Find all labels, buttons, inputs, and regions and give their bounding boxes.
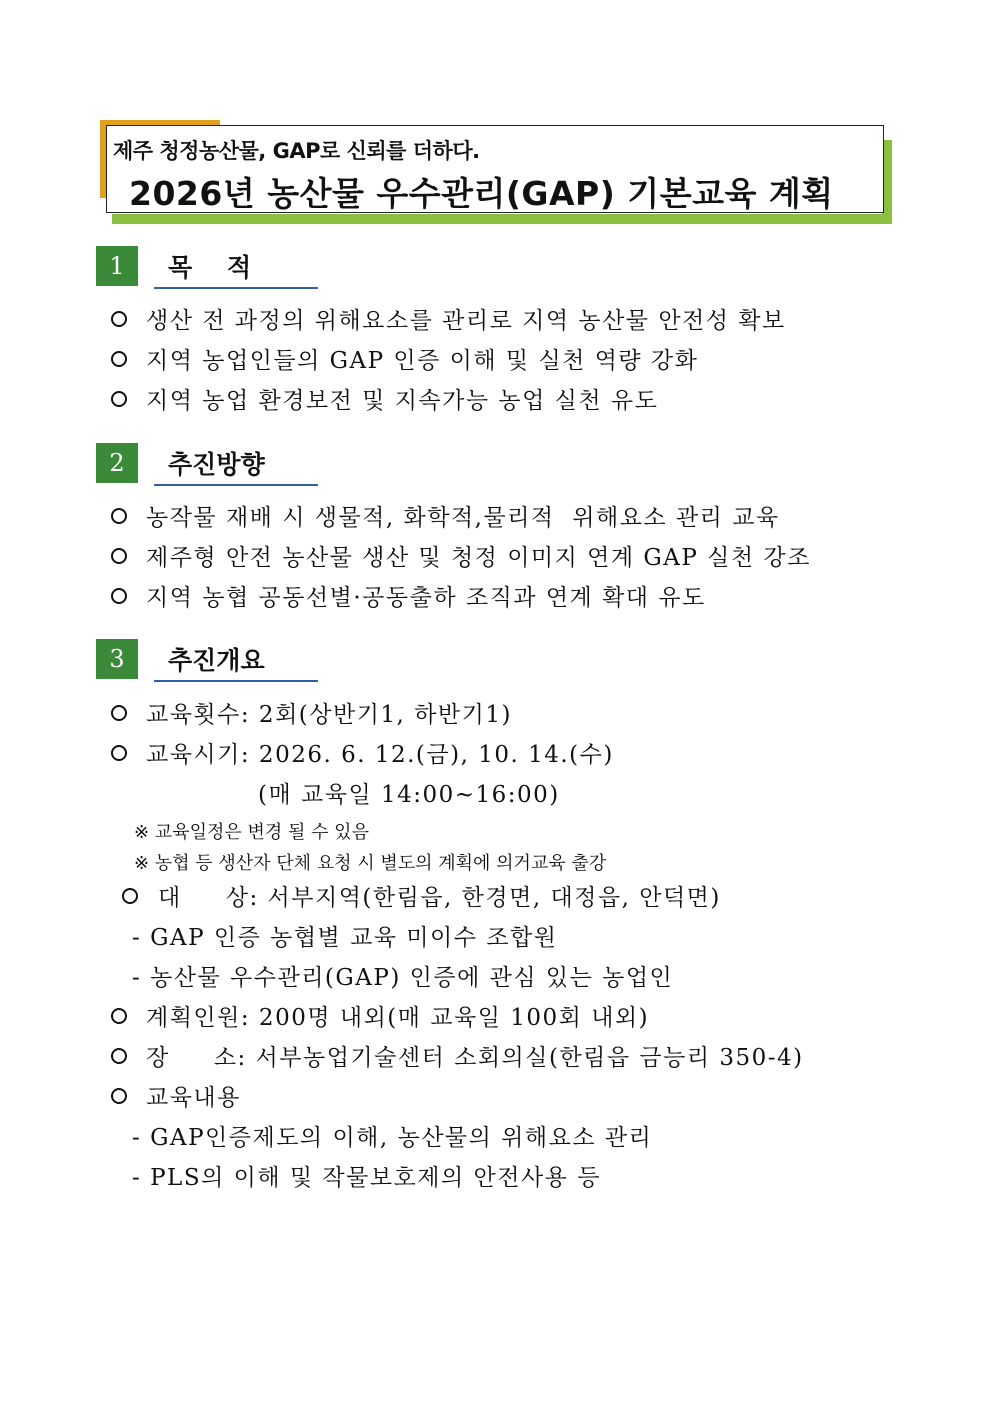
section-title: 목 적: [168, 253, 252, 282]
list-item: 생산 전 과정의 위해요소를 관리로 지역 농산물 안전성 확보: [146, 308, 786, 334]
circle-bullet-icon: [111, 391, 127, 407]
note-line: ※ 교육일정은 변경 될 수 있음: [134, 822, 369, 843]
note-line: ※ 농협 등 생산자 단체 요청 시 별도의 계획에 의거교육 출강: [134, 853, 607, 874]
circle-bullet-icon: [111, 705, 127, 721]
section-underline: [154, 484, 318, 486]
circle-bullet-icon: [111, 351, 127, 367]
circle-bullet-icon: [111, 311, 127, 327]
title-frame: [106, 125, 884, 213]
circle-bullet-icon: [111, 1008, 127, 1024]
section-underline: [154, 287, 318, 289]
list-item-continuation: (매 교육일 14:00~16:00): [258, 782, 560, 808]
list-item: 대 상: 서부지역(한림읍, 한경면, 대정읍, 안덕면): [158, 885, 721, 911]
sub-item: - GAP인증제도의 이해, 농산물의 위해요소 관리: [132, 1125, 653, 1151]
circle-bullet-icon: [111, 745, 127, 761]
list-item: 계획인원: 200명 내외(매 교육일 100회 내외): [146, 1005, 650, 1031]
title-accent-bottom: [112, 214, 892, 224]
circle-bullet-icon: [111, 1088, 127, 1104]
circle-bullet-icon: [111, 588, 127, 604]
list-item: 지역 농업인들의 GAP 인증 이해 및 실천 역량 강화: [146, 348, 699, 374]
title-box: [100, 120, 892, 224]
section-number: 3: [96, 639, 138, 679]
list-item: 장 소: 서부농업기술센터 소회의실(한림읍 금능리 350-4): [146, 1045, 804, 1071]
section-number: 2: [96, 443, 138, 483]
circle-bullet-icon: [111, 1048, 127, 1064]
circle-bullet-icon: [111, 548, 127, 564]
section-title: 추진개요: [168, 646, 265, 675]
section-title: 추진방향: [168, 450, 265, 479]
sub-item: - PLS의 이해 및 작물보호제의 안전사용 등: [132, 1165, 601, 1191]
section-underline: [154, 680, 318, 682]
document-subtitle: 제주 청정농산물, GAP로 신뢰를 더하다.: [113, 139, 480, 163]
list-item: 제주형 안전 농산물 생산 및 청정 이미지 연계 GAP 실천 강조: [146, 545, 811, 571]
section-number: 1: [96, 246, 138, 286]
list-item: 교육횟수: 2회(상반기1, 하반기1): [146, 702, 512, 728]
list-item: 지역 농업 환경보전 및 지속가능 농업 실천 유도: [146, 388, 659, 414]
sub-item: - GAP 인증 농협별 교육 미이수 조합원: [132, 925, 558, 951]
list-item: 지역 농협 공동선별·공동출하 조직과 연계 확대 유도: [146, 585, 706, 611]
circle-bullet-icon: [122, 888, 138, 904]
list-item: 농작물 재배 시 생물적, 화학적,물리적 위해요소 관리 교육: [146, 505, 780, 531]
list-item: 교육시기: 2026. 6. 12.(금), 10. 14.(수): [146, 742, 614, 768]
list-item: 교육내용: [146, 1085, 241, 1111]
circle-bullet-icon: [111, 508, 127, 524]
document-title: 2026년 농산물 우수관리(GAP) 기본교육 계획: [129, 174, 834, 213]
sub-item: - 농산물 우수관리(GAP) 인증에 관심 있는 농업인: [132, 965, 674, 991]
